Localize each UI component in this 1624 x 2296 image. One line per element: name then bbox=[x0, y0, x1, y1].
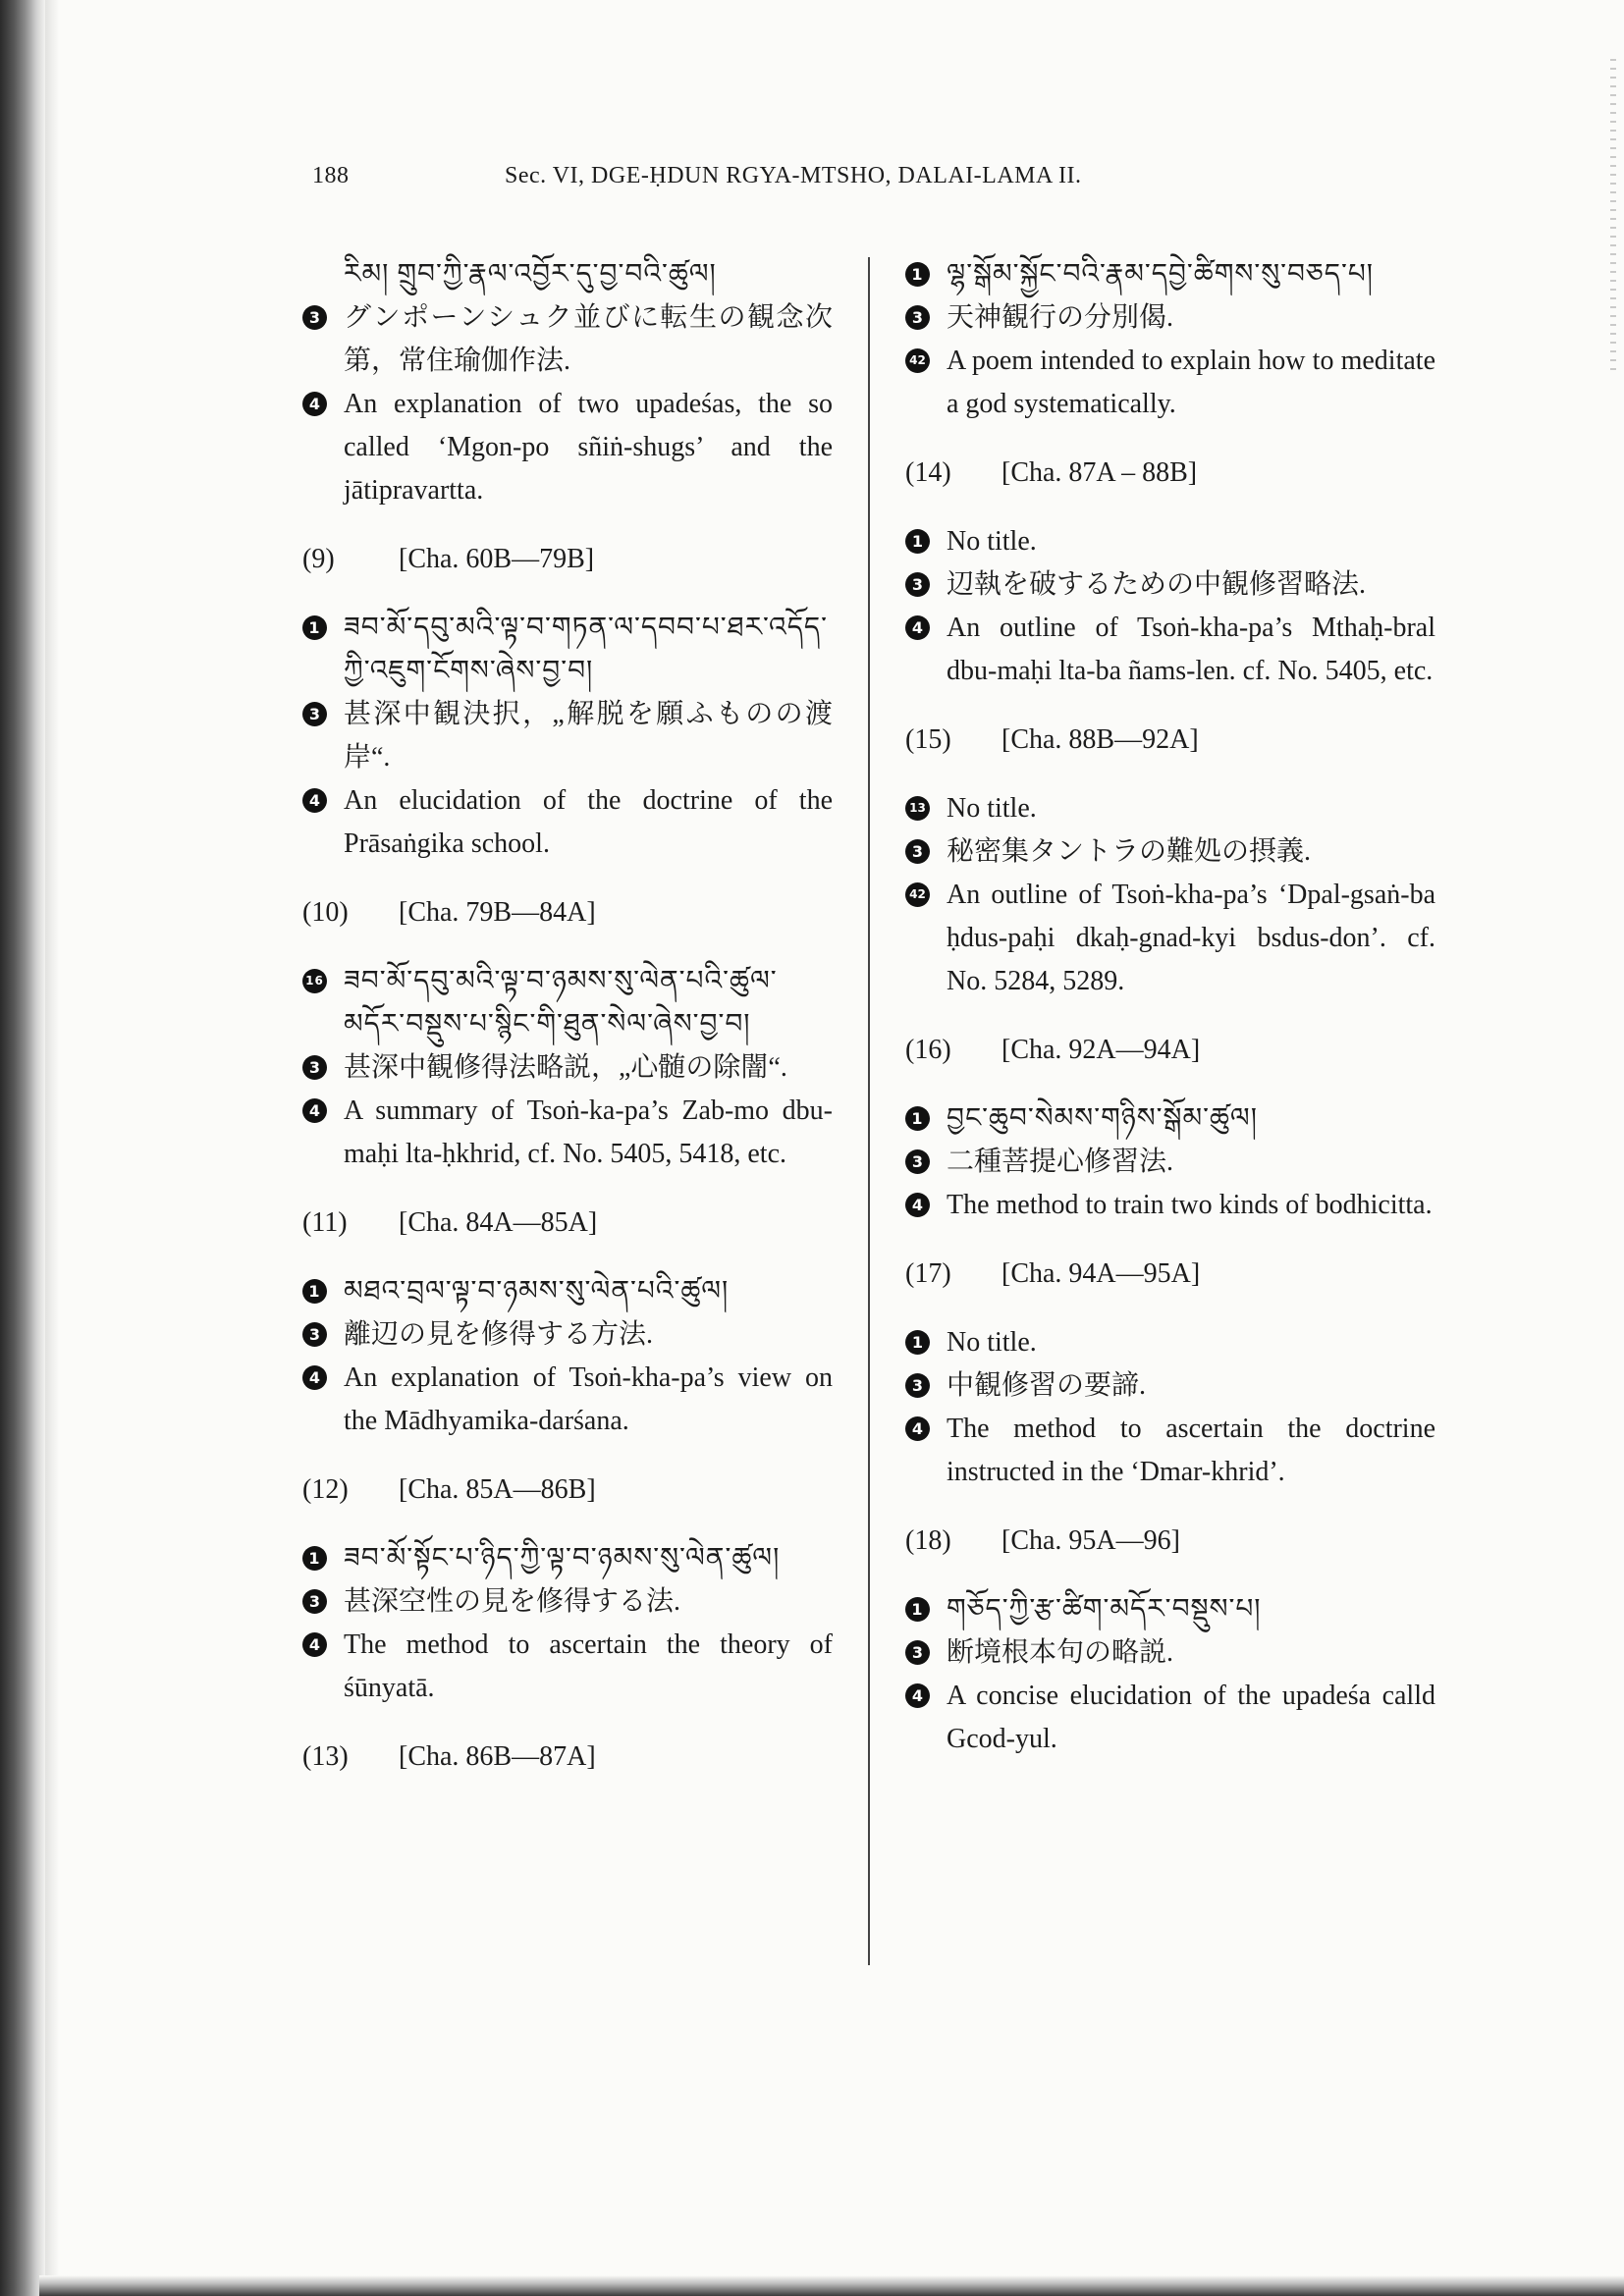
entry-heading-14: (14) [Cha. 87A – 88B] bbox=[905, 457, 1198, 488]
entry-heading-12: (12) [Cha. 85A—86B] bbox=[302, 1474, 596, 1505]
japanese-title: 3 グンポーンシュク並びに転生の観念次第，常住瑜伽作法. bbox=[302, 296, 833, 383]
tibetan-title: 1 ཟབ་མོ་སྟོང་པ་ཉིད་ཀྱི་ལྟ་བ་ཉམས་སུ་ལེན་ཚུལ། bbox=[302, 1537, 833, 1580]
book-binding-shadow bbox=[0, 0, 45, 2296]
column-divider bbox=[868, 257, 870, 1965]
japanese-title: 3 秘密集タントラの難処の摂義. bbox=[905, 830, 1435, 874]
english-description: 4 An explanation of two upadeśas, the so called ‘Mgon-po sñiṅ-shugs’ and the jātipravartta. bbox=[302, 383, 833, 512]
running-head: Sec. VI, DGE-ḤDUN RGYA-MTSHO, DALAI-LAMA II. bbox=[505, 163, 1082, 188]
entry-heading-15: (15) [Cha. 88B—92A] bbox=[905, 724, 1199, 755]
marker-4-icon: 4 bbox=[302, 1098, 327, 1123]
japanese-title: 3 甚深空性の見を修得する法. bbox=[302, 1580, 833, 1624]
japanese-title: 3 天神観行の分別偈. bbox=[905, 296, 1435, 340]
marker-42-icon: 42 bbox=[905, 882, 930, 907]
entry-heading-13: (13) [Cha. 86B—87A] bbox=[302, 1741, 596, 1772]
japanese-title: 3 二種菩提心修習法. bbox=[905, 1141, 1435, 1184]
scan-edge-speckle bbox=[1610, 59, 1616, 373]
marker-3-icon: 3 bbox=[905, 839, 930, 864]
right-column bbox=[905, 253, 1435, 1761]
tibetan-title: 1 No title. bbox=[905, 520, 1435, 563]
english-description: 4 An explanation of Tsoṅ-kha-pa’s view on the Mādhyamika-darśana. bbox=[302, 1357, 833, 1443]
marker-3-icon: 3 bbox=[302, 702, 327, 726]
english-description: 4 The method to ascertain the doctrine instructed in the ‘Dmar-khrid’. bbox=[905, 1408, 1435, 1494]
japanese-title: 3 中観修習の要諦. bbox=[905, 1364, 1435, 1408]
marker-4-icon: 4 bbox=[905, 1416, 930, 1441]
marker-4-icon: 4 bbox=[302, 1632, 327, 1657]
tibetan-title: 1 བྱང་ཆུབ་སེམས་གཉིས་སྒོམ་ཚུལ། bbox=[905, 1097, 1435, 1141]
marker-3-icon: 3 bbox=[905, 1373, 930, 1398]
page-bottom-edge bbox=[39, 2275, 1624, 2296]
marker-1-icon: 1 bbox=[905, 529, 930, 554]
japanese-title: 3 辺執を破するための中観修習略法. bbox=[905, 563, 1435, 607]
english-description: 4 A summary of Tsoṅ-ka-pa’s Zab-mo dbu-maḥi lta-ḥkhrid, cf. No. 5405, 5418, etc. bbox=[302, 1090, 833, 1176]
marker-3-icon: 3 bbox=[302, 1055, 327, 1080]
entry-heading-9: (9) [Cha. 60B—79B] bbox=[302, 544, 595, 574]
marker-1-icon: 1 bbox=[302, 615, 327, 640]
english-description: 42 An outline of Tsoṅ-kha-pa’s ‘Dpal-gsaṅ-ba ḥdus-paḥi dkaḥ-gnad-kyi bsdus-don’. cf. No. 5284, 5289. bbox=[905, 874, 1435, 1003]
entry-heading-16: (16) [Cha. 92A—94A] bbox=[905, 1035, 1201, 1065]
marker-1-icon: 1 bbox=[905, 1330, 930, 1355]
marker-42-icon: 42 bbox=[905, 348, 930, 373]
tibetan-title: 1 གཅོད་ཀྱི་རྩ་ཚིག་མདོར་བསྡུས་པ། bbox=[905, 1588, 1435, 1631]
marker-3-icon: 3 bbox=[905, 572, 930, 597]
marker-1-icon: 1 bbox=[905, 1106, 930, 1131]
marker-4-icon: 4 bbox=[905, 1193, 930, 1217]
japanese-title: 3 甚深中観修得法略説，„心髄の除闇“. bbox=[302, 1046, 833, 1090]
marker-1-icon: 1 bbox=[302, 1279, 327, 1304]
marker-3-icon: 3 bbox=[302, 1322, 327, 1347]
tibetan-title: 1 ལྷ་སྒོམ་སྐྱོང་བའི་རྣམ་དབྱེ་ཚིགས་སུ་བཅད་པ། bbox=[905, 253, 1435, 296]
marker-4-icon: 4 bbox=[905, 1683, 930, 1708]
entry-heading-17: (17) [Cha. 94A—95A] bbox=[905, 1258, 1201, 1289]
marker-4-icon: 4 bbox=[302, 392, 327, 416]
english-description: 4 A concise elucidation of the upadeśa calld Gcod-yul. bbox=[905, 1675, 1435, 1761]
japanese-title: 3 断境根本句の略説. bbox=[905, 1631, 1435, 1675]
tibetan-title-continuation: རིམ། གྲུབ་ཀྱི་རྣལ་འབྱོར་དུ་བྱ་བའི་ཚུལ། bbox=[344, 259, 717, 290]
marker-1-icon: 1 bbox=[302, 1546, 327, 1571]
marker-3-icon: 3 bbox=[905, 305, 930, 330]
tibetan-title: 1 No title. bbox=[905, 1321, 1435, 1364]
entry-heading-10: (10) [Cha. 79B—84A] bbox=[302, 897, 596, 928]
english-description: 42 A poem intended to explain how to meditate a god systematically. bbox=[905, 340, 1435, 426]
marker-4-icon: 4 bbox=[905, 615, 930, 640]
marker-13-icon: 13 bbox=[905, 796, 930, 821]
english-description: 4 An outline of Tsoṅ-kha-pa’s Mthaḥ-bral dbu-maḥi lta-ba ñams-len. cf. No. 5405, etc. bbox=[905, 607, 1435, 693]
marker-3-icon: 3 bbox=[905, 1640, 930, 1665]
marker-4-icon: 4 bbox=[302, 788, 327, 813]
english-description: 4 The method to train two kinds of bodhicitta. bbox=[905, 1184, 1435, 1227]
marker-4-icon: 4 bbox=[302, 1365, 327, 1390]
marker-3-icon: 3 bbox=[302, 305, 327, 330]
tibetan-title: 13 No title. bbox=[905, 787, 1435, 830]
marker-1-icon: 1 bbox=[905, 1597, 930, 1622]
english-description: 4 An elucidation of the doctrine of the Prāsaṅgika school. bbox=[302, 779, 833, 866]
marker-3-icon: 3 bbox=[302, 1589, 327, 1614]
tibetan-title: 16 ཟབ་མོ་དབུ་མའི་ལྟ་བ་ཉམས་སུ་ལེན་པའི་ཚུལ་མདོར་བསྡུས་པ་སྙིང་གི་ཐུན་སེལ་ཞེས་བྱ་བ། bbox=[302, 960, 833, 1046]
left-column bbox=[302, 253, 833, 1804]
tibetan-title: 1 མཐའ་བྲལ་ལྟ་བ་ཉམས་སུ་ལེན་པའི་ཚུལ། bbox=[302, 1270, 833, 1313]
page-number: 188 bbox=[312, 163, 350, 188]
english-description: 4 The method to ascertain the theory of śūnyatā. bbox=[302, 1624, 833, 1710]
entry-heading-11: (11) [Cha. 84A—85A] bbox=[302, 1207, 598, 1238]
japanese-title: 3 甚深中観決択，„解脱を願ふものの渡岸“. bbox=[302, 693, 833, 779]
binding-gradient bbox=[45, 0, 59, 2296]
tibetan-title: 1 ཟབ་མོ་དབུ་མའི་ལྟ་བ་གཏན་ལ་དབབ་པ་ཐར་འདོད་ཀྱི་འཇུག་ངོགས་ཞེས་བྱ་བ། bbox=[302, 607, 833, 693]
marker-3-icon: 3 bbox=[905, 1149, 930, 1174]
entry-heading-18: (18) [Cha. 95A—96] bbox=[905, 1525, 1180, 1556]
marker-16-icon: 16 bbox=[302, 969, 327, 993]
japanese-title: 3 離辺の見を修得する方法. bbox=[302, 1313, 833, 1357]
marker-1-icon: 1 bbox=[905, 262, 930, 287]
